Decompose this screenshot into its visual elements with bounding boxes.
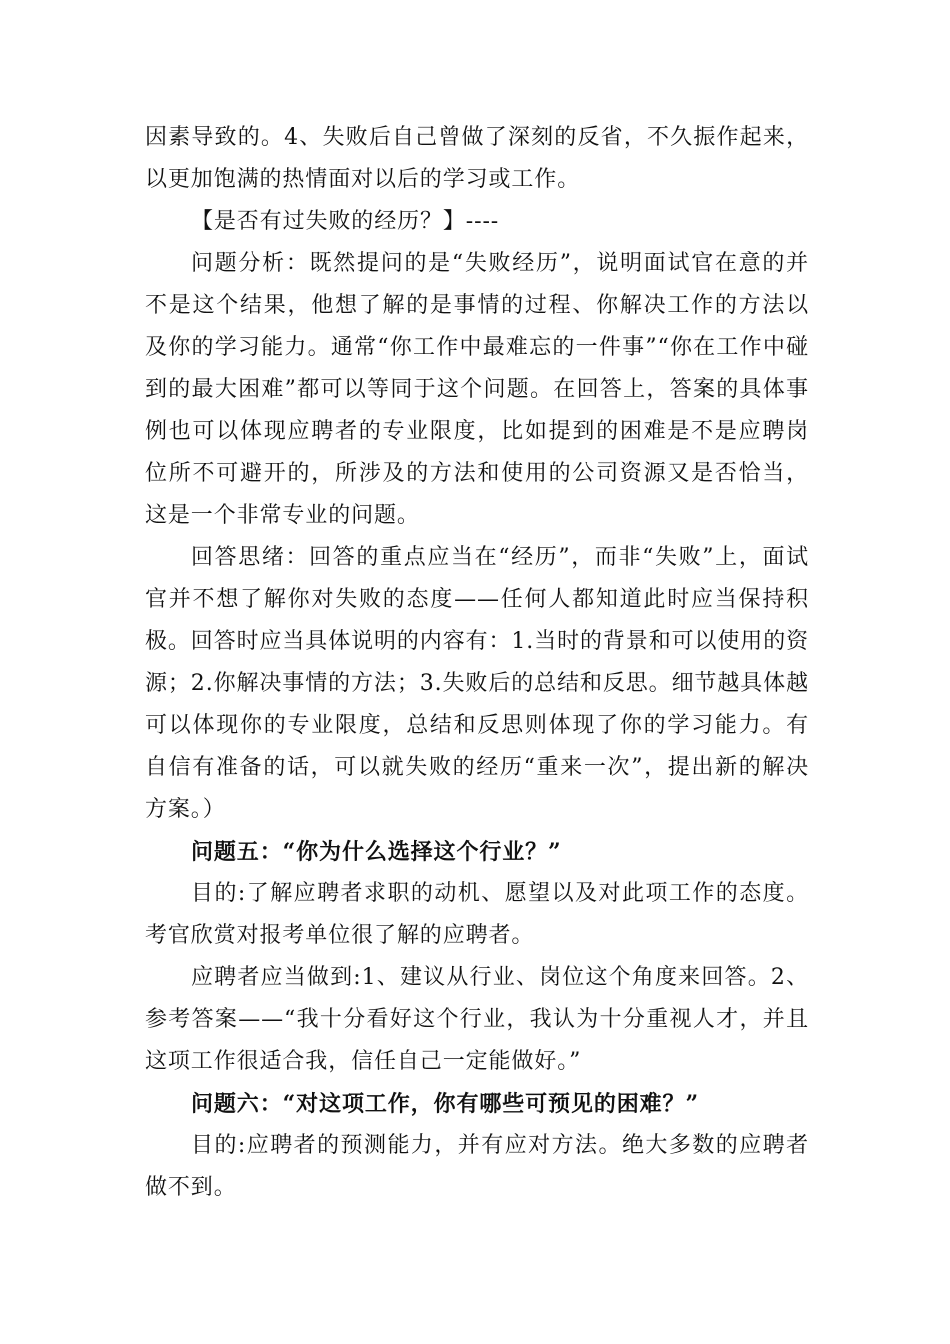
paragraph-failure-reflection: 因素导致的。4、失败后自己曾做了深刻的反省，不久振作起来，以更加饱满的热情面对以后的学习或工作。 [145,125,809,192]
question-six-heading: 问题六：“对这项工作，你有哪些可预见的困难？” [191,1091,700,1117]
paragraph-question-five-purpose: 目的:了解应聘者求职的动机、愿望以及对此项工作的态度。考官欣赏对报考单位很了解的应聘者。 [145,881,809,948]
paragraph-question-six-purpose: 目的:应聘者的预测能力，并有应对方法。绝大多数的应聘者做不到。 [145,1133,809,1200]
paragraph-question-five-answer: 应聘者应当做到:1、建议从行业、岗位这个角度来回答。2、参考答案——“我十分看好这个行业，我认为十分重视人才，并且这项工作很适合我，信任自己一定能做好。” [145,965,809,1074]
question-five-heading: 问题五：“你为什么选择这个行业？” [191,839,562,865]
paragraph-answer-approach: 回答思绪：回答的重点应当在“经历”，而非“失败”上，面试官并不想了解你对失败的态度——任何人都知道此时应当保持积极。回答时应当具体说明的内容有：1.当时的背景和可以使用的资源；2.你解决事情的方法；3.失败后的总结和反思。细节越具体越可以体现你的专业限度，总结和反思则体现了你的学习能力。有自信有准备的话，可以就失败的经历“重来一次”，提出新的解决方案。） [145,545,809,822]
document-body [145,117,809,1209]
section-heading-failure-experience: 【是否有过失败的经历？】---- [191,209,500,234]
paragraph-question-analysis: 问题分析：既然提问的是“失败经历”，说明面试官在意的并不是这个结果，他想了解的是事情的过程、你解决工作的方法以及你的学习能力。通常“你工作中最难忘的一件事”“你在工作中碰到的最大困难”都可以等同于这个问题。在回答上，答案的具体事例也可以体现应聘者的专业限度，比如提到的困难是不是应聘岗位所不可避开的，所涉及的方法和使用的公司资源又是否恰当，这是一个非常专业的问题。 [145,251,809,528]
